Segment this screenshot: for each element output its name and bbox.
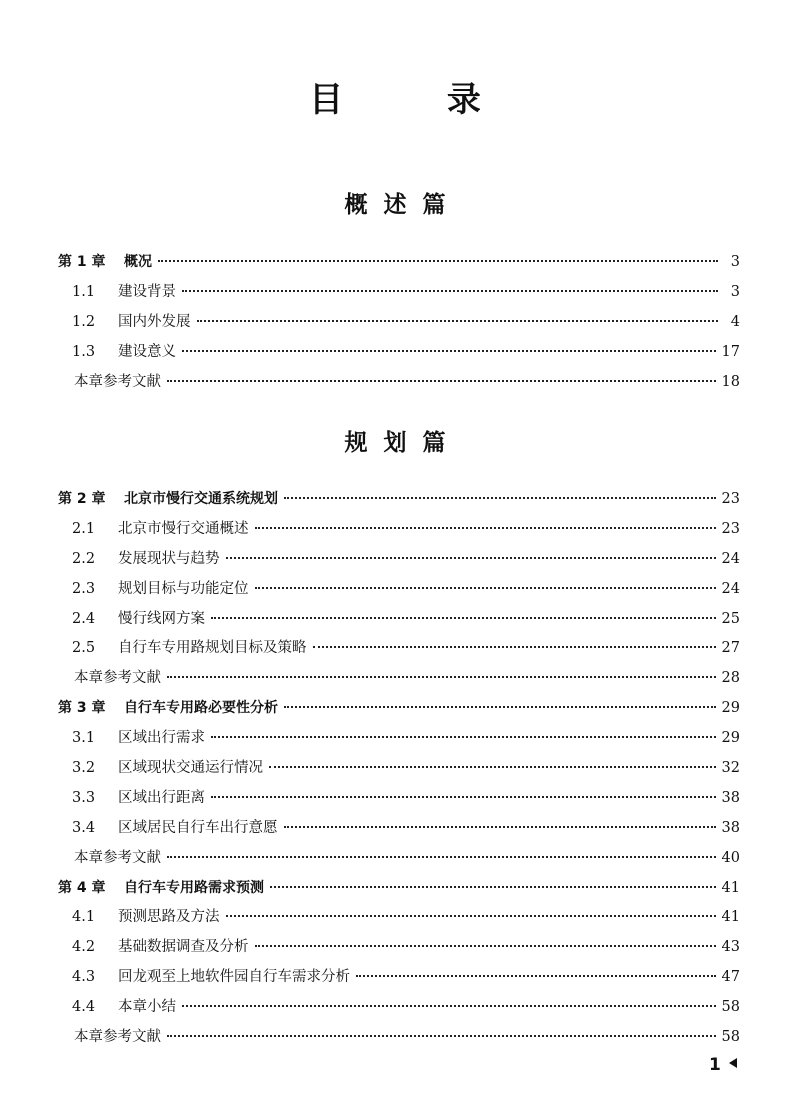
toc-entry-page: 24 — [721, 580, 740, 597]
toc-entry-title: 规划目标与功能定位 — [118, 580, 249, 597]
toc-section-row[interactable] — [58, 545, 740, 575]
toc-entry-page: 27 — [721, 640, 740, 657]
toc-entry-page: 38 — [721, 819, 740, 836]
toc-entry-number: 1.3 — [72, 343, 96, 360]
dot-leader — [182, 350, 716, 352]
page-number — [709, 1055, 737, 1075]
toc-section-row[interactable] — [58, 933, 740, 963]
toc-entry-title: 预测思路及方法 — [118, 909, 220, 926]
toc-entry-title: 建设背景 — [118, 283, 176, 300]
toc-entry-title: 自行车专用路必要性分析 — [124, 700, 278, 717]
toc-entry-number: 1.2 — [72, 313, 96, 330]
toc-entry-title: 慢行线网方案 — [118, 610, 205, 627]
toc-reference-row[interactable] — [58, 664, 740, 694]
toc-entry-number: 2.3 — [72, 580, 96, 597]
dot-leader — [226, 557, 716, 559]
toc-entry-number: 3.3 — [72, 789, 96, 806]
toc-entry-page: 23 — [721, 491, 740, 507]
toc-section-row[interactable] — [58, 338, 740, 368]
page-title: 目 录 — [309, 80, 527, 120]
dot-leader — [182, 1005, 716, 1007]
toc-entry-page: 23 — [721, 520, 740, 537]
dot-leader — [211, 736, 716, 738]
dot-leader — [167, 856, 716, 858]
toc-entry-page: 28 — [721, 670, 740, 687]
part-title-planning: 规划篇 — [344, 430, 462, 456]
toc-entry-number: 3.4 — [72, 819, 96, 836]
toc-entry-title: 区域现状交通运行情况 — [118, 760, 263, 777]
toc-section-row[interactable] — [58, 308, 740, 338]
toc-entry-page: 43 — [721, 939, 740, 956]
dot-leader — [211, 617, 716, 619]
toc-entry-title: 自行车专用路规划目标及策略 — [118, 640, 307, 657]
toc-chapter-row[interactable] — [58, 485, 740, 515]
dot-leader — [167, 676, 716, 678]
toc-entry-number: 4.1 — [72, 909, 96, 926]
dot-leader — [356, 975, 716, 977]
toc-entry-title: 基础数据调查及分析 — [118, 939, 249, 956]
toc-list-planning — [58, 485, 740, 1053]
toc-entry-number: 1.1 — [72, 283, 96, 300]
toc-entry-page: 58 — [721, 1029, 740, 1046]
toc-entry-title: 本章参考文献 — [74, 373, 161, 390]
dot-leader — [197, 320, 719, 322]
toc-section-row[interactable] — [58, 784, 740, 814]
toc-entry-page: 29 — [721, 700, 740, 717]
dot-leader — [313, 646, 716, 648]
toc-section-row[interactable] — [58, 634, 740, 664]
toc-entry-page: 32 — [721, 760, 740, 777]
toc-entry-title: 国内外发展 — [118, 313, 191, 330]
dot-leader — [211, 796, 716, 798]
dot-leader — [270, 886, 716, 888]
toc-entry-title: 发展现状与趋势 — [118, 550, 220, 567]
dot-leader — [284, 706, 716, 708]
toc-entry-title: 自行车专用路需求预测 — [124, 879, 264, 896]
toc-entry-number: 第 3 章 — [58, 700, 106, 717]
toc-entry-page: 17 — [721, 343, 740, 360]
toc-entry-number: 2.4 — [72, 610, 96, 627]
toc-entry-page: 40 — [721, 849, 740, 866]
dot-leader — [255, 587, 716, 589]
toc-section-row[interactable] — [58, 963, 740, 993]
toc-entry-title: 本章参考文献 — [74, 670, 161, 687]
toc-reference-row[interactable] — [58, 1023, 740, 1053]
toc-section-row[interactable] — [58, 278, 740, 308]
toc-section-row[interactable] — [58, 754, 740, 784]
toc-entry-title: 本章参考文献 — [74, 1029, 161, 1046]
toc-entry-number: 2.1 — [72, 520, 96, 537]
toc-list-overview — [58, 248, 740, 397]
toc-entry-title: 北京市慢行交通概述 — [118, 520, 249, 537]
toc-entry-page: 4 — [730, 313, 740, 330]
toc-entry-page: 3 — [730, 283, 740, 300]
toc-entry-number: 第 4 章 — [58, 879, 106, 896]
dot-leader — [284, 497, 716, 499]
toc-entry-page: 41 — [721, 879, 740, 896]
toc-entry-title: 本章参考文献 — [74, 849, 161, 866]
toc-entry-title: 建设意义 — [118, 343, 176, 360]
toc-entry-page: 38 — [721, 789, 740, 806]
toc-entry-page: 3 — [730, 254, 740, 270]
dot-leader — [226, 915, 716, 917]
toc-section-row[interactable] — [58, 515, 740, 545]
toc-entry-number: 4.4 — [72, 999, 96, 1016]
toc-reference-row[interactable] — [58, 844, 740, 874]
toc-entry-number: 2.2 — [72, 550, 96, 567]
toc-section-row[interactable] — [58, 903, 740, 933]
page-number-label: 1 — [709, 1055, 721, 1075]
toc-entry-page: 29 — [721, 730, 740, 747]
part-title-overview: 概述篇 — [344, 192, 462, 218]
toc-section-row[interactable] — [58, 575, 740, 605]
toc-entry-page: 47 — [721, 969, 740, 986]
toc-entry-number: 第 2 章 — [58, 491, 106, 507]
toc-entry-number: 4.3 — [72, 969, 96, 986]
toc-entry-title: 北京市慢行交通系统规划 — [124, 491, 278, 507]
toc-entry-number: 4.2 — [72, 939, 96, 956]
dot-leader — [269, 766, 716, 768]
toc-entry-number: 3.2 — [72, 760, 96, 777]
toc-entry-page: 58 — [721, 999, 740, 1016]
toc-section-row[interactable] — [58, 814, 740, 844]
dot-leader — [255, 945, 716, 947]
toc-section-row[interactable] — [58, 605, 740, 635]
toc-entry-title: 区域出行需求 — [118, 730, 205, 747]
toc-entry-title: 区域居民自行车出行意愿 — [118, 819, 278, 836]
toc-entry-page: 18 — [721, 373, 740, 390]
toc-entry-page: 24 — [721, 550, 740, 567]
toc-entry-number: 3.1 — [72, 730, 96, 747]
dot-leader — [167, 1035, 716, 1037]
toc-entry-page: 25 — [721, 610, 740, 627]
dot-leader — [284, 826, 716, 828]
dot-leader — [182, 290, 718, 292]
toc-entry-title: 回龙观至上地软件园自行车需求分析 — [118, 969, 350, 986]
toc-entry-title: 区域出行距离 — [118, 789, 205, 806]
dot-leader — [167, 380, 716, 382]
toc-entry-title: 概况 — [124, 254, 152, 270]
toc-section-row[interactable] — [58, 724, 740, 754]
toc-chapter-row[interactable] — [58, 694, 740, 724]
toc-chapter-row[interactable] — [58, 874, 740, 904]
toc-entry-title: 本章小结 — [118, 999, 176, 1016]
toc-entry-page: 41 — [721, 909, 740, 926]
toc-reference-row[interactable] — [58, 368, 740, 398]
arrow-left-icon — [729, 1058, 737, 1068]
dot-leader — [158, 260, 718, 262]
toc-chapter-row[interactable] — [58, 248, 740, 278]
toc-entry-number: 第 1 章 — [58, 254, 106, 270]
toc-section-row[interactable] — [58, 993, 740, 1023]
dot-leader — [255, 527, 716, 529]
toc-entry-number: 2.5 — [72, 640, 96, 657]
